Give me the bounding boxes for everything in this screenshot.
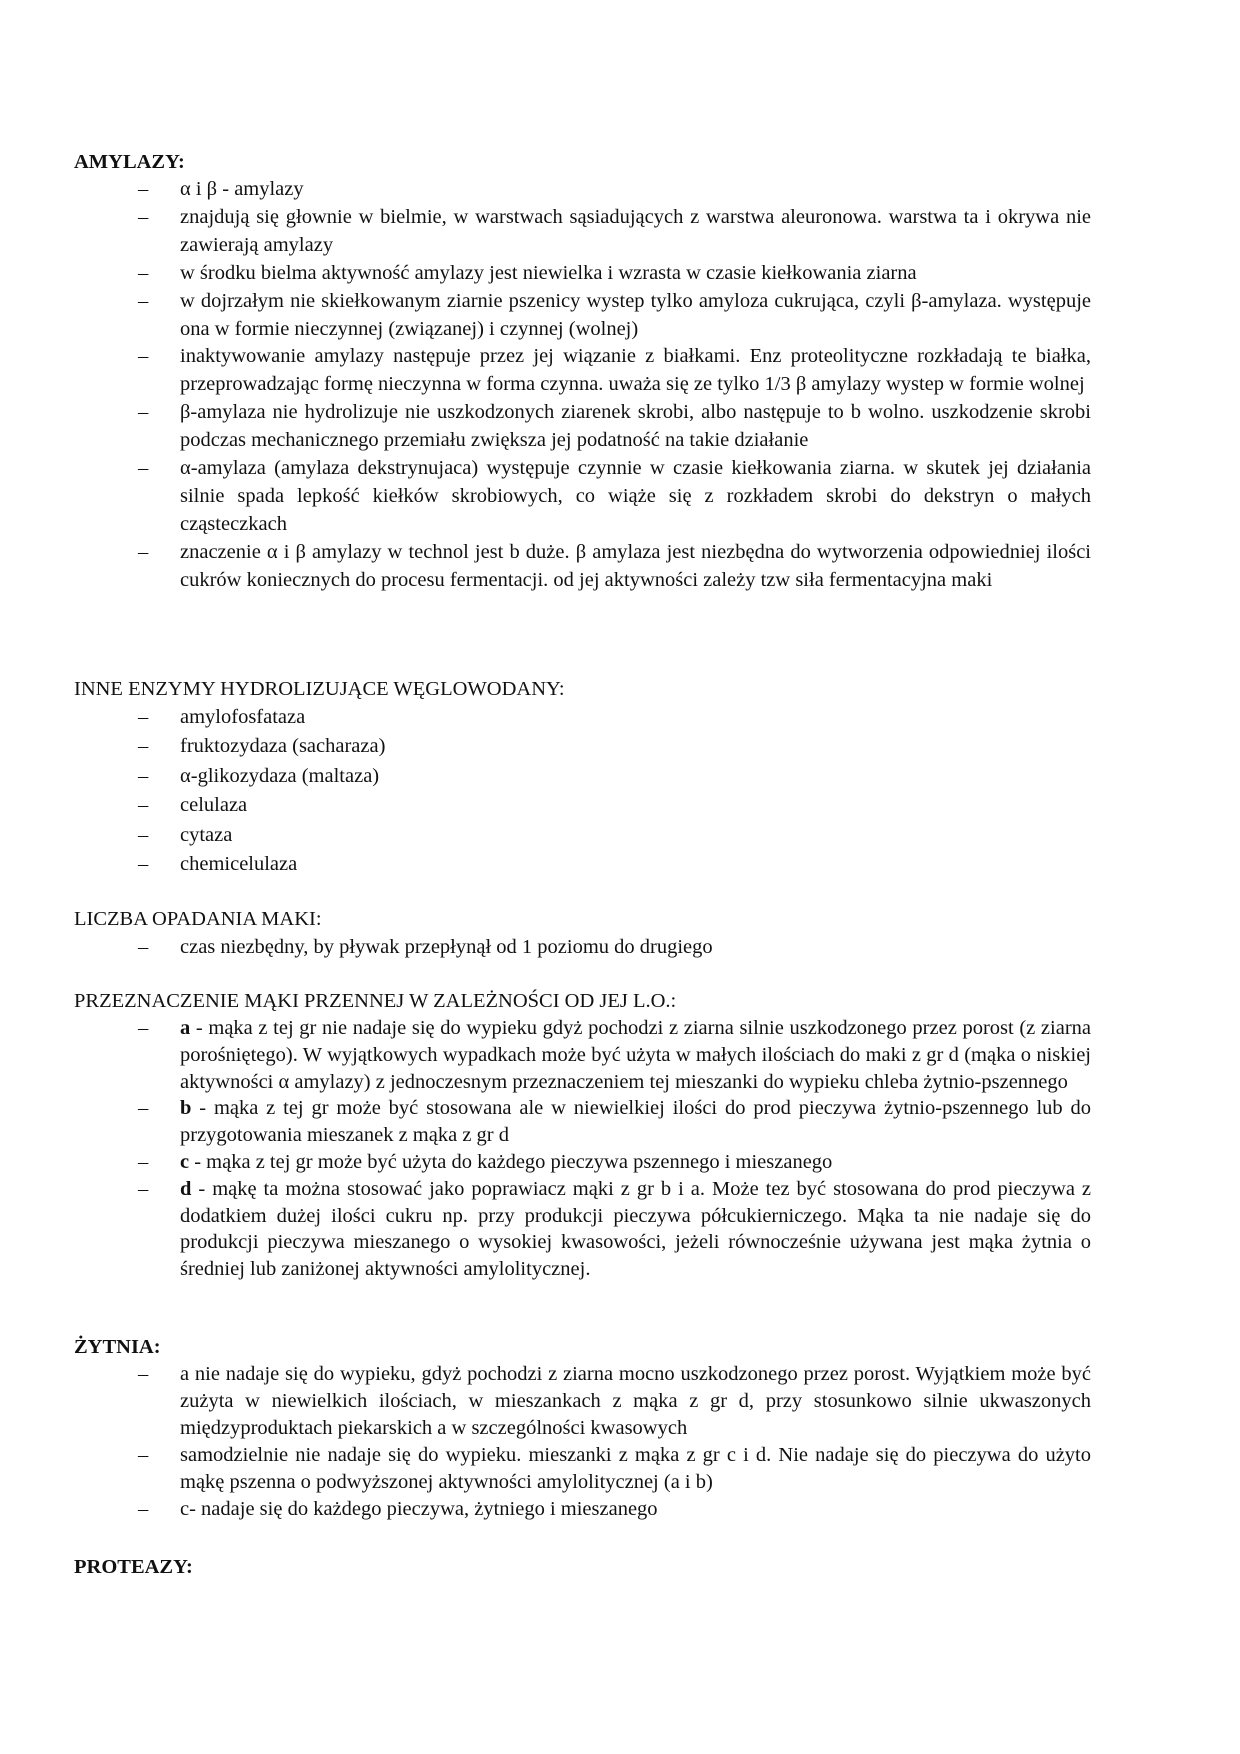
list-item-text: w środku bielma aktywność amylazy jest niewielka i wzrasta w czasie kiełkowania ziarna bbox=[180, 261, 917, 284]
list-item bbox=[74, 539, 1091, 595]
list-item-prefix: c bbox=[180, 1150, 190, 1173]
heading-liczba-opadania: LICZBA OPADANIA MAKI: bbox=[74, 908, 322, 930]
list-item-text: - mąka z tej gr nie nadaje się do wypieku gdyż pochodzi z ziarna silnie uszkodzonego przez porost (z ziarna porośniętego). W wyjątkowych wypadkach może być użyta w małych ilościach do maki z gr d (mąka o niskiej aktywności α amylazy) z jednoczesnym przeznaczeniem tej mieszanki do wypieku chleba żytnio-pszennego bbox=[180, 1017, 1091, 1093]
bullet-dash-icon: – bbox=[138, 540, 149, 563]
list-item-text: amylofosfataza bbox=[180, 706, 306, 728]
list-item bbox=[74, 791, 1091, 820]
list-item-text: w dojrzałym nie skiełkowanym ziarnie pszenicy wystep tylko amyloza cukrująca, czyli β-amylaza. występuje ona w formie nieczynnej (związanej) i czynnej (wolnej) bbox=[180, 289, 1091, 340]
list-item bbox=[74, 933, 1091, 961]
bullet-dash-icon: – bbox=[138, 1177, 149, 1200]
list-item-text: czas niezbędny, by pływak przepłynął od 1 poziomu do drugiego bbox=[180, 936, 713, 958]
heading-przeznaczenie: PRZEZNACZENIE MĄKI PRZENNEJ W ZALEŻNOŚCI OD JEJ L.O.: bbox=[74, 990, 677, 1012]
section-inne-enzymy bbox=[74, 675, 1091, 879]
list-item-text: chemicelulaza bbox=[180, 853, 298, 876]
bullet-dash-icon: – bbox=[138, 289, 149, 312]
section-liczba-opadania bbox=[74, 905, 1091, 961]
bullet-dash-icon: – bbox=[138, 764, 149, 787]
list-item-text: - mąkę ta można stosować jako poprawiacz mąki z gr b i a. Może tez być stosowana do prod pieczywa z dodatkiem dużej ilości cukru np. przy produkcji pieczywa półcukierniczego. Mąka ta nie nadaje się do produkcji pieczywa mieszanego o wysokiej kwasowości, jeżeli równocześnie używana jest mąka żytnia o średniej lub zaniżonej aktywności amylolitycznej. bbox=[180, 1177, 1091, 1281]
list-item-text: samodzielnie nie nadaje się do wypieku. mieszanki z mąka z gr c i d. Nie nadaje się do pieczywa do użyto mąkę pszenna o podwyższonej aktywności amylolitycznej (a i b) bbox=[180, 1444, 1091, 1493]
bullet-dash-icon: – bbox=[138, 401, 149, 424]
list-item-prefix: a bbox=[180, 1017, 191, 1039]
list-item-text: c- nadaje się do każdego pieczywa, żytniego i mieszanego bbox=[180, 1498, 658, 1520]
list-item bbox=[74, 1361, 1091, 1442]
bullet-dash-icon: – bbox=[138, 261, 149, 284]
list-item bbox=[74, 732, 1091, 761]
list-zytnia bbox=[74, 1361, 1091, 1523]
bullet-dash-icon: – bbox=[138, 735, 149, 758]
heading-inne-enzymy: INNE ENZYMY HYDROLIZUJĄCE WĘGLOWODANY: bbox=[74, 678, 565, 700]
bullet-dash-icon: – bbox=[138, 706, 149, 728]
list-item-text: a nie nadaje się do wypieku, gdyż pochodzi z ziarna mocno uszkodzonego przez porost. Wyjątkiem może być zużyta w niewielkich ilościach, w mieszankach z mąka z gr d, przy stosunkowo silnie ukwaszonych międzyproduktach piekarskich a w szczególności kwasowych bbox=[180, 1363, 1091, 1439]
list-amylazy bbox=[74, 176, 1091, 595]
bullet-dash-icon: – bbox=[138, 1498, 149, 1520]
heading-proteazy: PROTEAZY: bbox=[74, 1556, 193, 1578]
list-item bbox=[74, 176, 1091, 204]
bullet-dash-icon: – bbox=[138, 823, 149, 846]
section-proteazy bbox=[74, 1553, 1091, 1581]
list-item-text: - mąka z tej gr może być użyta do każdego pieczywa pszennego i mieszanego bbox=[189, 1150, 833, 1173]
list-item-text: celulaza bbox=[180, 794, 248, 817]
bullet-dash-icon: – bbox=[138, 853, 149, 876]
list-item-text: inaktywowanie amylazy następuje przez jej wiązanie z białkami. Enz proteolityczne rozkładają te białka, przeprowadzając formę nieczynna w forma czynna. uważa się ze tylko 1/3 β amylazy wystep w formie wolnej bbox=[180, 345, 1091, 396]
bullet-dash-icon: – bbox=[138, 1363, 149, 1385]
list-item-text: cytaza bbox=[180, 823, 233, 846]
list-item bbox=[74, 1015, 1091, 1095]
bullet-dash-icon: – bbox=[138, 1444, 149, 1466]
list-item bbox=[74, 850, 1091, 879]
list-item-prefix: b bbox=[180, 1097, 192, 1120]
list-item bbox=[74, 1149, 1091, 1176]
section-amylazy bbox=[74, 148, 1091, 595]
list-inne-enzymy bbox=[74, 703, 1091, 879]
list-item-text: znajdują się głownie w bielmie, w warstwach sąsiadujących z warstwa aleuronowa. warstwa ta i okrywa nie zawierają amylazy bbox=[180, 205, 1091, 256]
section-zytnia bbox=[74, 1333, 1091, 1523]
list-item-text: α-amylaza (amylaza dekstrynujaca) występuje czynnie w czasie kiełkowania ziarna. w skutek jej działania silnie spada lepkość kiełków skrobiowych, co wiąże się z rozkładem skrobi do dekstryn o małych cząsteczkach bbox=[180, 457, 1091, 535]
list-item-text: fruktozydaza (sacharaza) bbox=[180, 735, 386, 758]
list-liczba-opadania bbox=[74, 933, 1091, 961]
bullet-dash-icon: – bbox=[138, 205, 149, 228]
list-item-text: α-glikozydaza (maltaza) bbox=[180, 764, 380, 787]
list-item bbox=[74, 1176, 1091, 1283]
bullet-dash-icon: – bbox=[138, 794, 149, 817]
list-item-text: α i β - amylazy bbox=[180, 178, 304, 200]
bullet-dash-icon: – bbox=[138, 1150, 149, 1173]
section-przeznaczenie bbox=[74, 987, 1091, 1283]
list-item bbox=[74, 204, 1091, 260]
list-item bbox=[74, 703, 1091, 732]
list-item-prefix: d bbox=[180, 1177, 192, 1200]
list-item bbox=[74, 1496, 1091, 1523]
list-item-text: - mąka z tej gr może być stosowana ale w niewielkiej ilości do prod pieczywa żytnio-pszennego lub do przygotowania mieszanek z mąka z gr d bbox=[180, 1097, 1091, 1147]
list-item-text: znaczenie α i β amylazy w technol jest b duże. β amylaza jest niezbędna do wytworzenia odpowiedniej ilości cukrów koniecznych do procesu fermentacji. od jej aktywności zależy tzw siła fermentacyjna maki bbox=[180, 540, 1091, 591]
heading-zytnia: ŻYTNIA: bbox=[74, 1336, 161, 1358]
list-item-text: β-amylaza nie hydrolizuje nie uszkodzonych ziarenek skrobi, albo następuje to b wolno. uszkodzenie skrobi podczas mechanicznego przemiału zwiększa jej podatność na takie działanie bbox=[180, 401, 1091, 452]
bullet-dash-icon: – bbox=[138, 1017, 149, 1039]
list-item bbox=[74, 821, 1091, 850]
list-item bbox=[74, 762, 1091, 791]
list-przeznaczenie bbox=[74, 1015, 1091, 1283]
list-item bbox=[74, 260, 1091, 288]
list-item bbox=[74, 343, 1091, 399]
bullet-dash-icon: – bbox=[138, 1097, 149, 1120]
heading-amylazy: AMYLAZY: bbox=[74, 151, 185, 173]
bullet-dash-icon: – bbox=[138, 345, 149, 368]
bullet-dash-icon: – bbox=[138, 936, 149, 958]
list-item bbox=[74, 399, 1091, 455]
bullet-dash-icon: – bbox=[138, 457, 149, 480]
list-item bbox=[74, 1442, 1091, 1496]
list-item bbox=[74, 288, 1091, 344]
bullet-dash-icon: – bbox=[138, 178, 149, 200]
list-item bbox=[74, 1095, 1091, 1149]
list-item bbox=[74, 455, 1091, 539]
